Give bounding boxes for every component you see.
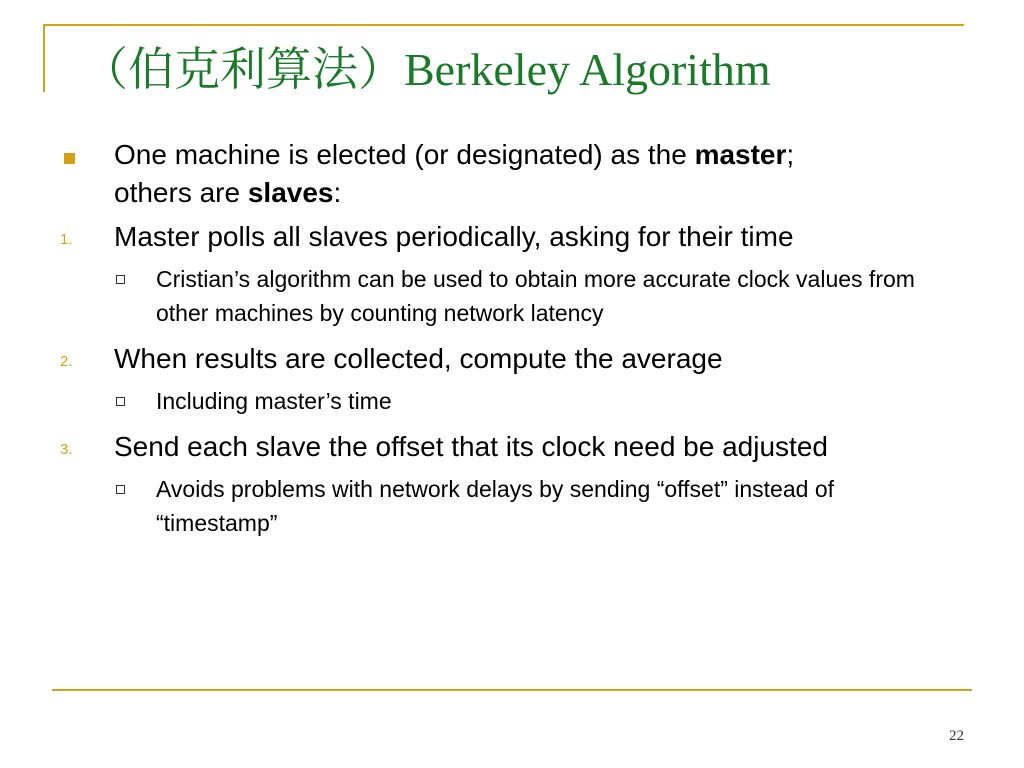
slide-title: （伯克利算法）Berkeley Algorithm	[82, 44, 771, 95]
step-text: When results are collected, compute the average	[114, 343, 723, 374]
hollow-square-bullet-icon	[116, 485, 125, 494]
step-1	[60, 218, 960, 256]
step-number: 3.	[60, 441, 73, 458]
slaves-word: slaves	[247, 177, 334, 208]
sub-text: Avoids problems with network delays by sending “offset” instead of “timestamp”	[156, 476, 835, 536]
square-bullet-icon	[60, 136, 100, 174]
frame-left-line	[43, 24, 45, 92]
intro-text-1: One machine is elected (or designated) as the	[114, 139, 695, 170]
intro-text-3: others are	[114, 177, 248, 208]
frame-top-line	[43, 24, 964, 26]
step-1-sub	[60, 262, 960, 330]
step-text: Master polls all slaves periodically, asking for their time	[114, 221, 794, 252]
step-3-sub	[60, 472, 960, 540]
sub-text: Cristian’s algorithm can be used to obtain more accurate clock values from other machines by counting network latency	[156, 266, 915, 326]
slide-content	[60, 136, 960, 550]
master-word: master	[694, 139, 787, 170]
step-2	[60, 340, 960, 378]
hollow-square-bullet-icon	[116, 275, 125, 284]
frame-bottom-line	[52, 689, 972, 691]
intro-bullet	[60, 136, 960, 212]
page-number: 22	[949, 728, 964, 744]
step-number: 2.	[60, 353, 73, 370]
step-number: 1.	[60, 231, 73, 248]
step-3	[60, 428, 960, 466]
sub-text: Including master’s time	[156, 388, 392, 414]
step-text: Send each slave the offset that its clock need be adjusted	[114, 431, 828, 462]
intro-text-4: :	[333, 177, 342, 208]
hollow-square-bullet-icon	[116, 397, 125, 406]
intro-text-2: ;	[786, 139, 795, 170]
step-2-sub	[60, 384, 960, 418]
